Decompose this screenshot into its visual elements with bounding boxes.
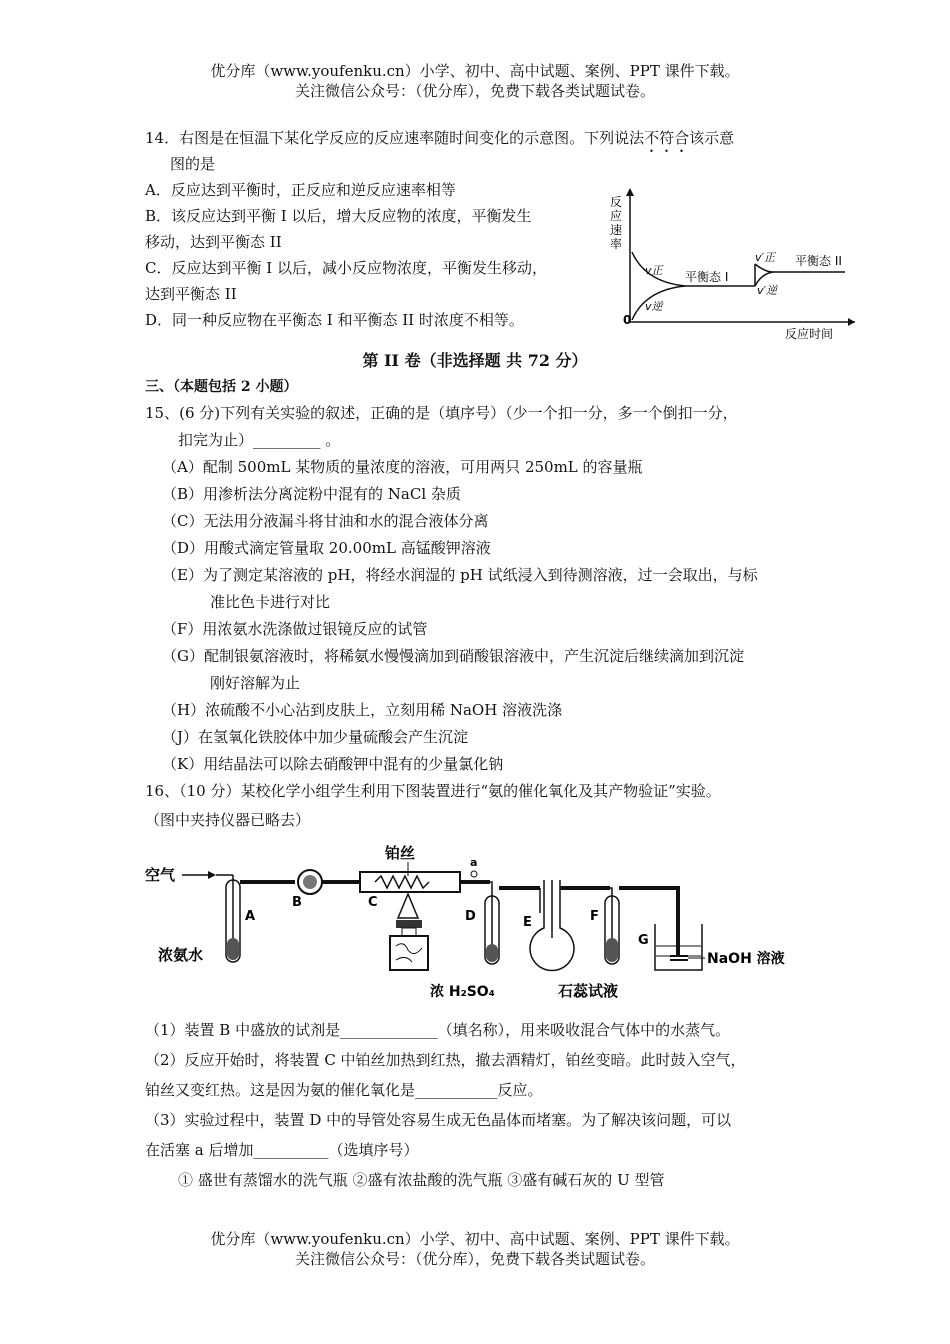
q15-item-e: （E）为了测定某溶液的 pH，将经水润湿的 pH 试纸浸入到待测溶液，过一会取出，与标 — [162, 566, 758, 584]
rate-time-graph — [605, 182, 865, 342]
v-zheng2-label: v′正 — [755, 251, 776, 264]
alcohol-lamp — [390, 936, 428, 970]
litmus-liquid — [606, 938, 618, 962]
apparatus-diagram — [140, 838, 820, 1008]
label-e: E — [523, 915, 532, 930]
label-c: C — [368, 895, 378, 910]
q14-stem-b: 该示意 — [689, 129, 735, 147]
q16-stem-cont: （图中夹持仪器已略去） — [145, 811, 311, 829]
q15-stem: 15、(6 分)下列有关实验的叙述，正确的是（填序号）（少一个扣一分，多一个倒扣一分， — [145, 404, 738, 422]
x-axis-arrow-icon — [848, 318, 855, 326]
state-2-label: 平衡态 II — [795, 254, 842, 268]
q15-item-b: （B）用渗析法分离淀粉中混有的 NaCl 杂质 — [162, 485, 461, 503]
x-label: 反应时间 — [785, 327, 834, 341]
q15-item-j: （J）在氢氧化铁胶体中加少量硫酸会产生沉淀 — [162, 728, 469, 746]
q14-option-b: B．该反应达到平衡 I 以后，增大反应物的浓度，平衡发生 — [145, 207, 532, 225]
footer-line-1: 优分库（www.youfenku.cn）小学、初中、高中试题、案例、PPT 课件下载。 — [210, 1230, 740, 1248]
q15-item-g-cont: 刚好溶解为止 — [210, 674, 301, 692]
q16-stem: 16、（10 分）某校化学小组学生利用下图装置进行“氨的催化氧化及其产物验证”实验。 — [145, 782, 721, 800]
q15-item-a: （A）配制 500mL 某物质的量浓度的溶液，可用两只 250mL 的容量瓶 — [162, 458, 643, 476]
q15-item-g: （G）配制银氨溶液时，将稀氨水慢慢滴加到硝酸银溶液中，产生沉淀后继续滴加到沉淀 — [162, 647, 744, 665]
sulfuric-acid-label: 浓 H₂SO₄ — [430, 984, 495, 1000]
lamp-cap — [402, 928, 416, 936]
label-a: A — [245, 909, 256, 924]
y-label-1: 反 — [610, 195, 623, 209]
drying-agent — [303, 875, 317, 889]
q14-option-b-cont: 移动，达到平衡态 II — [145, 233, 282, 251]
q14-stem-emphasis: 不符合 — [644, 129, 690, 147]
q16-part-1: （1）装置 B 中盛放的试剂是_____________（填名称），用来吸收混合气体中的水蒸气。 — [145, 1021, 731, 1039]
q14-option-a: A．反应达到平衡时，正反应和逆反应速率相等 — [145, 181, 456, 199]
y-label-4: 率 — [610, 237, 623, 251]
q15-item-f: （F）用浓氨水洗涤做过银镜反应的试管 — [162, 620, 428, 638]
ammonia-label: 浓氨水 — [158, 946, 204, 964]
flame — [398, 894, 418, 918]
v-ni-label: v逆 — [645, 300, 663, 313]
ammonia-liquid — [227, 938, 239, 960]
q15-item-d: （D）用酸式滴定管量取 20.00mL 高锰酸钾溶液 — [162, 539, 491, 557]
funnel — [670, 956, 688, 960]
naoh-label: NaOH 溶液 — [707, 951, 785, 967]
header-line-2: 关注微信公众号：（优分库），免费下载各类试题试卷。 — [294, 82, 655, 100]
platinum-label: 铂丝 — [385, 844, 416, 862]
q14-option-c: C．反应达到平衡 I 以后，减小反应物浓度，平衡发生移动， — [145, 259, 547, 277]
label-f: F — [590, 909, 599, 924]
q15-stem-cont: 扣完为止）_________ 。 — [178, 431, 341, 449]
valve-a-label: a — [470, 856, 478, 869]
air-arrow-icon — [208, 871, 216, 879]
header-line-1: 优分库（www.youfenku.cn）小学、初中、高中试题、案例、PPT 课件下载。 — [210, 62, 740, 80]
litmus-label: 石蕊试液 — [558, 982, 619, 1000]
label-b: B — [292, 895, 302, 910]
q14-option-c-cont: 达到平衡态 II — [145, 285, 237, 303]
origin-label: 0 — [623, 313, 632, 327]
q16-part-3-cont: 在活塞 a 后增加__________（选填序号） — [145, 1141, 419, 1159]
q15-item-k: （K）用结晶法可以除去硝酸钾中混有的少量氯化钠 — [162, 755, 504, 773]
label-d: D — [465, 909, 476, 924]
air-label: 空气 — [145, 866, 176, 884]
acid-liquid — [486, 944, 498, 962]
q14-stem-a: 14．右图是在恒温下某化学反应的反应速率随时间变化的示意图。下列说法 — [145, 129, 645, 147]
q16-part-2-cont: 铂丝又变红热。这是因为氨的催化氧化是___________反应。 — [145, 1081, 543, 1099]
q14-option-d: D．同一种反应物在平衡态 I 和平衡态 II 时浓度不相等。 — [145, 311, 524, 329]
q15-item-e-cont: 准比色卡进行对比 — [210, 593, 331, 611]
y-axis-arrow-icon — [626, 188, 634, 196]
q14-stem-cont: 图的是 — [170, 155, 216, 173]
y-label-3: 速 — [610, 223, 623, 237]
y-label-2: 应 — [610, 209, 623, 223]
q15-item-c: （C）无法用分液漏斗将甘油和水的混合液体分离 — [162, 512, 489, 530]
q16-part-3-options: ① 盛世有蒸馏水的洗气瓶 ②盛有浓盐酸的洗气瓶 ③盛有碱石灰的 U 型管 — [178, 1171, 665, 1189]
v-zheng-label: v正 — [645, 264, 663, 277]
q16-part-3: （3）实验过程中，装置 D 中的导管处容易生成无色晶体而堵塞。为了解决该问题，可以 — [145, 1111, 732, 1129]
footer-line-2: 关注微信公众号：（优分库），免费下载各类试题试卷。 — [294, 1250, 655, 1268]
q15-item-h: （H）浓硫酸不小心沾到皮肤上，立刻用稀 NaOH 溶液洗涤 — [162, 701, 563, 719]
v-ni2-label: v′逆 — [757, 284, 778, 297]
label-g: G — [638, 933, 649, 948]
lamp-neck — [396, 920, 422, 928]
state-1-label: 平衡态 I — [685, 270, 729, 284]
valve-a — [471, 871, 477, 877]
q14-stem — [145, 128, 734, 156]
section-2-title: 第 II 卷（非选择题 共 72 分） — [362, 351, 588, 370]
part-3-heading: 三、（本题包括 2 小题） — [145, 379, 298, 395]
q16-part-2: （2）反应开始时，将装置 C 中铂丝加热到红热，撤去酒精灯，铂丝变暗。此时鼓入空气， — [145, 1051, 746, 1069]
